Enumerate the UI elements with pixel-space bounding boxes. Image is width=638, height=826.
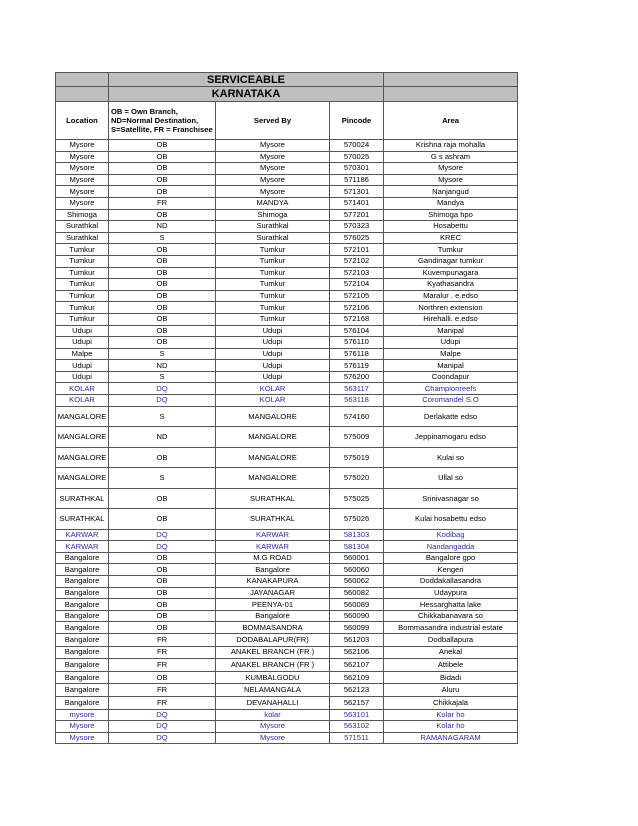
cell-type: OB: [109, 564, 216, 576]
cell-type: OB: [109, 622, 216, 634]
cell-location: Bangalore: [56, 610, 109, 622]
table-row: [56, 552, 518, 564]
cell-type: S: [109, 232, 216, 244]
cell-served-by: NELAMANGALA: [216, 684, 330, 697]
cell-area: G s ashram: [384, 151, 518, 163]
cell-location: Shimoga: [56, 209, 109, 221]
cell-served-by: Mysore: [216, 163, 330, 175]
cell-pincode: 574160: [330, 406, 384, 427]
cell-location: Mysore: [56, 197, 109, 209]
cell-pincode: 575020: [330, 468, 384, 489]
cell-area: Chikkabanavara so: [384, 610, 518, 622]
cell-type: OB: [109, 290, 216, 302]
cell-pincode: 572168: [330, 313, 384, 325]
cell-area: Malpe: [384, 348, 518, 360]
cell-pincode: 571511: [330, 732, 384, 744]
cell-location: KOLAR: [56, 395, 109, 407]
cell-pincode: 560001: [330, 552, 384, 564]
cell-location: Mysore: [56, 721, 109, 733]
cell-location: Tumkur: [56, 279, 109, 291]
cell-type: DQ: [109, 395, 216, 407]
cell-pincode: 575026: [330, 509, 384, 530]
cell-area: Hirehalli. e.edso: [384, 313, 518, 325]
cell-served-by: Bangalore: [216, 610, 330, 622]
cell-pincode: 560060: [330, 564, 384, 576]
cell-served-by: Mysore: [216, 721, 330, 733]
cell-served-by: KARWAR: [216, 541, 330, 553]
title-row-2: [56, 87, 518, 102]
table-row: [56, 684, 518, 697]
cell-type: OB: [109, 313, 216, 325]
table-row: [56, 610, 518, 622]
table-row: [56, 221, 518, 233]
cell-pincode: 575025: [330, 488, 384, 509]
cell-area: RAMANAGARAM: [384, 732, 518, 744]
cell-served-by: MANGALORE: [216, 406, 330, 427]
cell-type: OB: [109, 325, 216, 337]
table-row: [56, 634, 518, 647]
cell-area: Coondapur: [384, 371, 518, 383]
cell-type: OB: [109, 599, 216, 611]
table-row: [56, 197, 518, 209]
cell-location: Mysore: [56, 174, 109, 186]
table-row: [56, 267, 518, 279]
cell-pincode: 570025: [330, 151, 384, 163]
cell-served-by: Mysore: [216, 186, 330, 198]
cell-area: Srinivasnagar so: [384, 488, 518, 509]
cell-type: OB: [109, 302, 216, 314]
cell-area: Nandangadda: [384, 541, 518, 553]
cell-served-by: SURATHKAL: [216, 509, 330, 530]
cell-pincode: 563118: [330, 395, 384, 407]
header-row: [56, 102, 518, 140]
cell-pincode: 571186: [330, 174, 384, 186]
cell-area: Tumkur: [384, 244, 518, 256]
table-row: [56, 406, 518, 427]
cell-type: OB: [109, 610, 216, 622]
cell-pincode: 562109: [330, 671, 384, 684]
cell-pincode: 572105: [330, 290, 384, 302]
table-row: [56, 209, 518, 221]
table-row: [56, 427, 518, 448]
cell-type: FR: [109, 696, 216, 709]
cell-pincode: 577201: [330, 209, 384, 221]
cell-served-by: Tumkur: [216, 244, 330, 256]
cell-location: Bangalore: [56, 671, 109, 684]
table-title: SERVICEABLE: [109, 73, 384, 87]
cell-pincode: 576200: [330, 371, 384, 383]
cell-pincode: 570024: [330, 140, 384, 152]
cell-type: OB: [109, 447, 216, 468]
cell-type: ND: [109, 360, 216, 372]
table-row: [56, 509, 518, 530]
cell-type: OB: [109, 267, 216, 279]
cell-location: Udupi: [56, 325, 109, 337]
cell-served-by: Udupi: [216, 348, 330, 360]
cell-area: Nanjangud: [384, 186, 518, 198]
cell-pincode: 563117: [330, 383, 384, 395]
cell-area: Championreefs: [384, 383, 518, 395]
cell-area: Mandya: [384, 197, 518, 209]
table-row: [56, 232, 518, 244]
cell-served-by: ANAKEL BRANCH (FR ): [216, 659, 330, 672]
cell-served-by: Tumkur: [216, 290, 330, 302]
cell-location: MANGALORE: [56, 447, 109, 468]
cell-type: DQ: [109, 383, 216, 395]
cell-area: Derlakatte edso: [384, 406, 518, 427]
cell-area: Kolar ho: [384, 709, 518, 721]
cell-area: Udupi: [384, 337, 518, 349]
cell-location: Mysore: [56, 151, 109, 163]
cell-area: Mysore: [384, 174, 518, 186]
cell-area: Aluru: [384, 684, 518, 697]
cell-area: Bidadi: [384, 671, 518, 684]
cell-type: OB: [109, 186, 216, 198]
cell-served-by: Udupi: [216, 360, 330, 372]
cell-location: Udupi: [56, 371, 109, 383]
cell-location: MANGALORE: [56, 427, 109, 448]
cell-location: Bangalore: [56, 646, 109, 659]
cell-served-by: Tumkur: [216, 302, 330, 314]
cell-served-by: SURATHKAL: [216, 488, 330, 509]
cell-location: KARWAR: [56, 541, 109, 553]
cell-location: mysore: [56, 709, 109, 721]
cell-type: FR: [109, 646, 216, 659]
cell-location: Mysore: [56, 732, 109, 744]
table-row: [56, 163, 518, 175]
cell-location: Bangalore: [56, 587, 109, 599]
cell-served-by: MANDYA: [216, 197, 330, 209]
cell-location: MANGALORE: [56, 406, 109, 427]
cell-area: Manipal: [384, 360, 518, 372]
cell-location: MANGALORE: [56, 468, 109, 489]
cell-location: Surathkal: [56, 232, 109, 244]
cell-served-by: Mysore: [216, 174, 330, 186]
cell-served-by: DODABALAPUR(FR): [216, 634, 330, 647]
cell-type: OB: [109, 671, 216, 684]
cell-served-by: JAYANAGAR: [216, 587, 330, 599]
table-row: [56, 529, 518, 541]
cell-area: Doddakallasandra: [384, 576, 518, 588]
cell-type: S: [109, 406, 216, 427]
cell-pincode: 560062: [330, 576, 384, 588]
cell-location: Bangalore: [56, 564, 109, 576]
cell-pincode: 562106: [330, 646, 384, 659]
cell-location: Mysore: [56, 163, 109, 175]
cell-pincode: 563102: [330, 721, 384, 733]
cell-location: Surathkal: [56, 221, 109, 233]
cell-served-by: Bangalore: [216, 564, 330, 576]
cell-location: KOLAR: [56, 383, 109, 395]
cell-pincode: 572101: [330, 244, 384, 256]
cell-area: KREC: [384, 232, 518, 244]
table-row: [56, 290, 518, 302]
table-row: [56, 151, 518, 163]
cell-pincode: 562157: [330, 696, 384, 709]
table-row: [56, 587, 518, 599]
cell-area: Bangalore gpo: [384, 552, 518, 564]
cell-area: Ullal so: [384, 468, 518, 489]
table-row: [56, 348, 518, 360]
cell-served-by: Tumkur: [216, 313, 330, 325]
cell-area: Northren extension: [384, 302, 518, 314]
table-row: [56, 709, 518, 721]
cell-area: Coromandel S.O: [384, 395, 518, 407]
table-row: [56, 279, 518, 291]
table-row: [56, 302, 518, 314]
table-row: [56, 383, 518, 395]
cell-area: Kodibag: [384, 529, 518, 541]
table-row: [56, 576, 518, 588]
cell-location: Bangalore: [56, 552, 109, 564]
cell-pincode: 576118: [330, 348, 384, 360]
cell-served-by: kolar: [216, 709, 330, 721]
cell-served-by: Shimoga: [216, 209, 330, 221]
table-row: [56, 659, 518, 672]
cell-location: Tumkur: [56, 290, 109, 302]
cell-area: Kyathasandra: [384, 279, 518, 291]
cell-type: OB: [109, 255, 216, 267]
cell-served-by: KUMBALGODU: [216, 671, 330, 684]
cell-served-by: MANGALORE: [216, 427, 330, 448]
cell-type: FR: [109, 197, 216, 209]
cell-served-by: KARWAR: [216, 529, 330, 541]
table-row: [56, 646, 518, 659]
cell-pincode: 572104: [330, 279, 384, 291]
cell-location: Bangalore: [56, 684, 109, 697]
cell-served-by: Tumkur: [216, 279, 330, 291]
cell-area: Hessarghatta lake: [384, 599, 518, 611]
cell-pincode: 570301: [330, 163, 384, 175]
header-served-by: Served By: [216, 102, 330, 140]
cell-pincode: 576119: [330, 360, 384, 372]
cell-area: Kulai so: [384, 447, 518, 468]
table-row: [56, 721, 518, 733]
cell-served-by: ANAKEL BRANCH (FR ): [216, 646, 330, 659]
table-row: [56, 732, 518, 744]
cell-pincode: 572103: [330, 267, 384, 279]
cell-area: Udaypura: [384, 587, 518, 599]
cell-type: DQ: [109, 541, 216, 553]
cell-location: Bangalore: [56, 622, 109, 634]
cell-type: S: [109, 468, 216, 489]
table-row: [56, 140, 518, 152]
cell-area: Kulai hosabettu edso: [384, 509, 518, 530]
table-row: [56, 337, 518, 349]
cell-pincode: 571401: [330, 197, 384, 209]
table-row: [56, 488, 518, 509]
cell-location: Malpe: [56, 348, 109, 360]
cell-type: ND: [109, 427, 216, 448]
cell-location: Tumkur: [56, 255, 109, 267]
cell-pincode: 561203: [330, 634, 384, 647]
cell-area: Kengeri: [384, 564, 518, 576]
cell-type: DQ: [109, 709, 216, 721]
cell-pincode: 563101: [330, 709, 384, 721]
serviceable-table: [55, 72, 518, 744]
cell-pincode: 571301: [330, 186, 384, 198]
cell-served-by: Mysore: [216, 732, 330, 744]
table-row: [56, 696, 518, 709]
cell-type: OB: [109, 140, 216, 152]
cell-served-by: Surathkal: [216, 232, 330, 244]
table-row: [56, 395, 518, 407]
table-row: [56, 313, 518, 325]
cell-type: OB: [109, 174, 216, 186]
cell-served-by: Mysore: [216, 151, 330, 163]
table-row: [56, 671, 518, 684]
cell-type: OB: [109, 587, 216, 599]
cell-served-by: KOLAR: [216, 383, 330, 395]
cell-served-by: MANGALORE: [216, 468, 330, 489]
table-row: [56, 325, 518, 337]
table-row: [56, 255, 518, 267]
table-row: [56, 244, 518, 256]
cell-type: S: [109, 371, 216, 383]
cell-pincode: 560089: [330, 599, 384, 611]
cell-served-by: Tumkur: [216, 267, 330, 279]
cell-type: OB: [109, 552, 216, 564]
cell-area: Chikkajala: [384, 696, 518, 709]
cell-area: Kuvempunagara: [384, 267, 518, 279]
table-row: [56, 174, 518, 186]
cell-served-by: BOMMASANDRA: [216, 622, 330, 634]
table-row: [56, 622, 518, 634]
cell-area: Jeppinamogaru edso: [384, 427, 518, 448]
cell-pincode: 560090: [330, 610, 384, 622]
cell-area: Anekal: [384, 646, 518, 659]
cell-served-by: KANAKAPURA: [216, 576, 330, 588]
cell-served-by: MANGALORE: [216, 447, 330, 468]
cell-pincode: 576110: [330, 337, 384, 349]
cell-type: DQ: [109, 732, 216, 744]
cell-type: OB: [109, 488, 216, 509]
cell-location: Bangalore: [56, 659, 109, 672]
cell-type: OB: [109, 244, 216, 256]
cell-location: Bangalore: [56, 634, 109, 647]
cell-served-by: Surathkal: [216, 221, 330, 233]
cell-pincode: 562107: [330, 659, 384, 672]
cell-location: Tumkur: [56, 313, 109, 325]
cell-type: OB: [109, 509, 216, 530]
header-legend: OB = Own Branch, ND=Normal Destination, S=Satellite, FR = Franchisee: [109, 102, 216, 140]
cell-area: Hosabettu: [384, 221, 518, 233]
cell-area: Mysore: [384, 163, 518, 175]
cell-pincode: 576104: [330, 325, 384, 337]
cell-location: Mysore: [56, 186, 109, 198]
cell-served-by: Udupi: [216, 337, 330, 349]
cell-type: DQ: [109, 721, 216, 733]
cell-type: FR: [109, 659, 216, 672]
cell-type: S: [109, 348, 216, 360]
table-subtitle: KARNATAKA: [109, 87, 384, 102]
cell-type: OB: [109, 279, 216, 291]
cell-location: SURATHKAL: [56, 509, 109, 530]
cell-type: DQ: [109, 529, 216, 541]
cell-area: Shimoga hpo: [384, 209, 518, 221]
cell-pincode: 581303: [330, 529, 384, 541]
cell-location: Bangalore: [56, 696, 109, 709]
cell-type: ND: [109, 221, 216, 233]
cell-location: Udupi: [56, 337, 109, 349]
cell-location: Mysore: [56, 140, 109, 152]
cell-type: OB: [109, 337, 216, 349]
cell-type: OB: [109, 576, 216, 588]
cell-type: FR: [109, 634, 216, 647]
cell-pincode: 560099: [330, 622, 384, 634]
header-location: Location: [56, 102, 109, 140]
cell-location: KARWAR: [56, 529, 109, 541]
cell-area: Attibele: [384, 659, 518, 672]
cell-location: SURATHKAL: [56, 488, 109, 509]
cell-area: Gandinagar tumkur: [384, 255, 518, 267]
cell-served-by: Udupi: [216, 371, 330, 383]
cell-pincode: 576025: [330, 232, 384, 244]
cell-served-by: Udupi: [216, 325, 330, 337]
cell-pincode: 575019: [330, 447, 384, 468]
cell-pincode: 572106: [330, 302, 384, 314]
header-pincode: Pincode: [330, 102, 384, 140]
table-row: [56, 541, 518, 553]
cell-area: Bommasandra industrial estate: [384, 622, 518, 634]
cell-location: Tumkur: [56, 267, 109, 279]
cell-area: Krishna raja mohalla: [384, 140, 518, 152]
cell-served-by: Mysore: [216, 140, 330, 152]
cell-served-by: KOLAR: [216, 395, 330, 407]
cell-location: Tumkur: [56, 244, 109, 256]
table-row: [56, 468, 518, 489]
cell-served-by: M.G ROAD: [216, 552, 330, 564]
cell-pincode: 575009: [330, 427, 384, 448]
table-row: [56, 564, 518, 576]
cell-pincode: 562123: [330, 684, 384, 697]
cell-area: Dodballapura: [384, 634, 518, 647]
table-row: [56, 447, 518, 468]
cell-served-by: Tumkur: [216, 255, 330, 267]
cell-area: Manipal: [384, 325, 518, 337]
cell-location: Bangalore: [56, 576, 109, 588]
table-row: [56, 371, 518, 383]
table-row: [56, 599, 518, 611]
cell-location: Tumkur: [56, 302, 109, 314]
table-row: [56, 360, 518, 372]
cell-area: Kolar ho: [384, 721, 518, 733]
cell-area: Maralur . e.edso: [384, 290, 518, 302]
title-row-1: [56, 73, 518, 87]
cell-pincode: 581304: [330, 541, 384, 553]
cell-pincode: 560082: [330, 587, 384, 599]
cell-location: Udupi: [56, 360, 109, 372]
cell-location: Bangalore: [56, 599, 109, 611]
table-row: [56, 186, 518, 198]
cell-served-by: DEVANAHALLI: [216, 696, 330, 709]
cell-type: OB: [109, 163, 216, 175]
cell-type: FR: [109, 684, 216, 697]
header-area: Area: [384, 102, 518, 140]
cell-type: OB: [109, 151, 216, 163]
cell-served-by: PEENYA-01: [216, 599, 330, 611]
cell-pincode: 572102: [330, 255, 384, 267]
cell-pincode: 570323: [330, 221, 384, 233]
cell-type: OB: [109, 209, 216, 221]
